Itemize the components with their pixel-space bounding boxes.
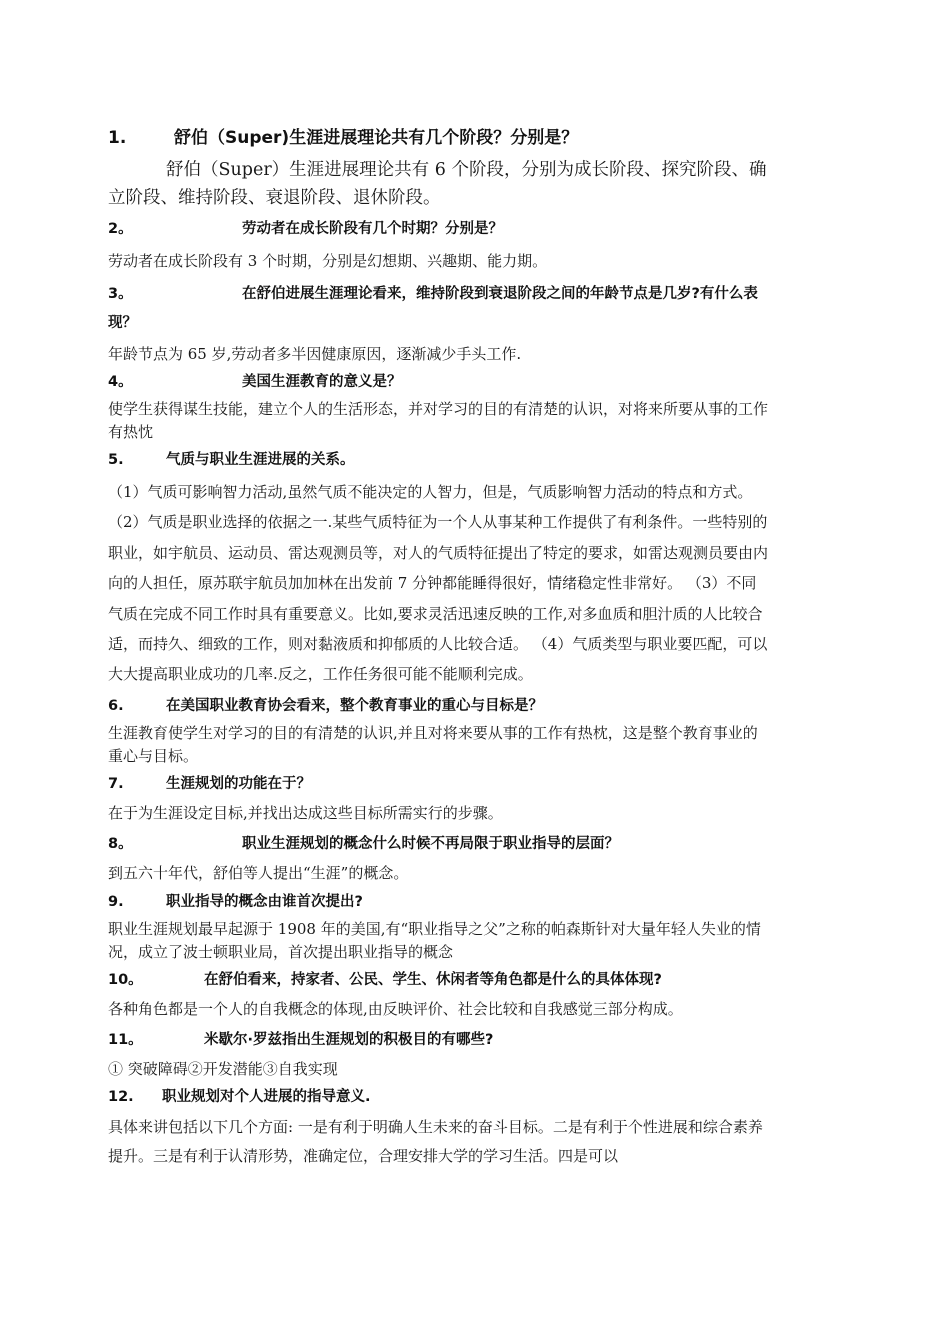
question-12 [108, 1086, 768, 1108]
answer-4: 使学生获得谋生技能，建立个人的生活形态，并对学习的目的有清楚的认识，对将来所要从事的工作有热忱 [108, 400, 769, 441]
question-2 [108, 218, 768, 240]
question-9 [108, 891, 768, 913]
answer-9: 职业生涯规划最早起源于 1908 年的美国,有“职业指导之父”之称的帕森斯针对大量年轻人失业的情况，成立了波士顿职业局，首次提出职业指导的概念 [108, 919, 761, 961]
question-text: 米歇尔·罗兹指出生涯规划的积极目的有哪些? [204, 1031, 494, 1048]
question-6 [108, 695, 768, 717]
answer-6: 生涯教育使学生对学习的目的有清楚的认识,并且对将来要从事的工作有热枕，这是整个教育事业的重心与目标。 [108, 723, 758, 765]
question-text: 在舒伯进展生涯理论看来，维持阶段到衰退阶段之间的年龄节点是几岁?有什么表现？ [108, 286, 758, 331]
question-number: 3。 [108, 286, 133, 302]
question-text: 职业规划对个人进展的指导意义. [162, 1088, 371, 1105]
question-number: 12. [108, 1088, 134, 1105]
question-8 [108, 833, 768, 855]
question-number: 7. [108, 775, 124, 792]
question-text: 气质与职业生涯进展的关系。 [166, 452, 355, 468]
question-text: 职业生涯规划的概念什么时候不再局限于职业指导的层面？ [242, 835, 619, 852]
question-number: 9. [108, 893, 124, 910]
question-text: 在舒伯看来，持家者、公民、学生、休闲者等角色都是什么的具体体现? [204, 971, 662, 988]
answer-1: 舒伯（Super）生涯进展理论共有 6 个阶段，分别为成长阶段、探究阶段、确立阶段、维持阶段、衰退阶段、退休阶段。 [108, 160, 767, 208]
question-text: 劳动者在成长阶段有几个时期？分别是？ [242, 221, 503, 237]
question-number: 11。 [108, 1031, 143, 1048]
question-text: 生涯规划的功能在于？ [166, 775, 311, 792]
answer-11: ① 突破障碍②开发潜能③自我实现 [108, 1059, 338, 1078]
answer-7: 在于为生涯设定目标,并找出达成这些目标所需实行的步骤。 [108, 803, 503, 822]
answer-10: 各种角色都是一个人的自我概念的体现,由反映评价、社会比较和自我感觉三部分构成。 [108, 999, 683, 1018]
document-body [108, 124, 768, 1171]
question-number: 4。 [108, 374, 133, 390]
question-3 [108, 280, 768, 338]
question-number: 10。 [108, 971, 143, 988]
question-text: 舒伯（Super)生涯进展理论共有几个阶段？分别是？ [174, 128, 579, 148]
answer-2: 劳动者在成长阶段有 3 个时期，分别是幻想期、兴趣期、能力期。 [108, 252, 548, 270]
question-11 [108, 1029, 768, 1051]
answer-5: （1）气质可影响智力活动,虽然气质不能决定的人智力，但是，气质影响智力活动的特点和方式。 （2）气质是职业选择的依据之一.某些气质特征为一个人从事某种工作提供了有利条件。一些特别的职业，如宇航员、运动员、雷达观测员等，对人的气质特征提出了特定的要求，如雷达观测员要由内向的人担任，原苏联宇航员加加林在出发前 7 分钟都能睡得很好，情绪稳定性非常好。 （3）不同气质在完成不同工作时具有重要意义。比如,要求灵活迅速反映的工作,对多血质和胆汁质的人比较合适，而持久、细致的工作，则对黏液质和抑郁质的人比较合适。 （4）气质类型与职业要匹配，可以大大提高职业成功的几率.反之，工作任务很可能不能顺利完成。 [108, 483, 769, 684]
question-7 [108, 773, 768, 795]
question-number: 6. [108, 697, 124, 714]
question-number: 8。 [108, 835, 133, 852]
question-5 [108, 449, 768, 471]
question-text: 在美国职业教育协会看来，整个教育事业的重心与目标是？ [166, 697, 543, 714]
question-text: 美国生涯教育的意义是？ [242, 374, 402, 390]
question-number: 2。 [108, 221, 133, 237]
question-text: 职业指导的概念由谁首次提出? [166, 893, 363, 910]
answer-12: 具体来讲包括以下几个方面: 一是有利于明确人生未来的奋斗目标。二是有利于个性进展和综合素养提升。三是有利于认清形势，准确定位，合理安排大学的学习生活。四是可以 [108, 1117, 763, 1165]
question-1 [108, 124, 768, 152]
question-4 [108, 371, 768, 393]
question-10 [108, 969, 768, 991]
answer-8: 到五六十年代，舒伯等人提出“生涯”的概念。 [108, 863, 409, 882]
question-number: 5. [108, 452, 124, 468]
question-number: 1. [108, 128, 127, 148]
answer-3: 年龄节点为 65 岁,劳动者多半因健康原因，逐渐减少手头工作. [108, 345, 522, 363]
